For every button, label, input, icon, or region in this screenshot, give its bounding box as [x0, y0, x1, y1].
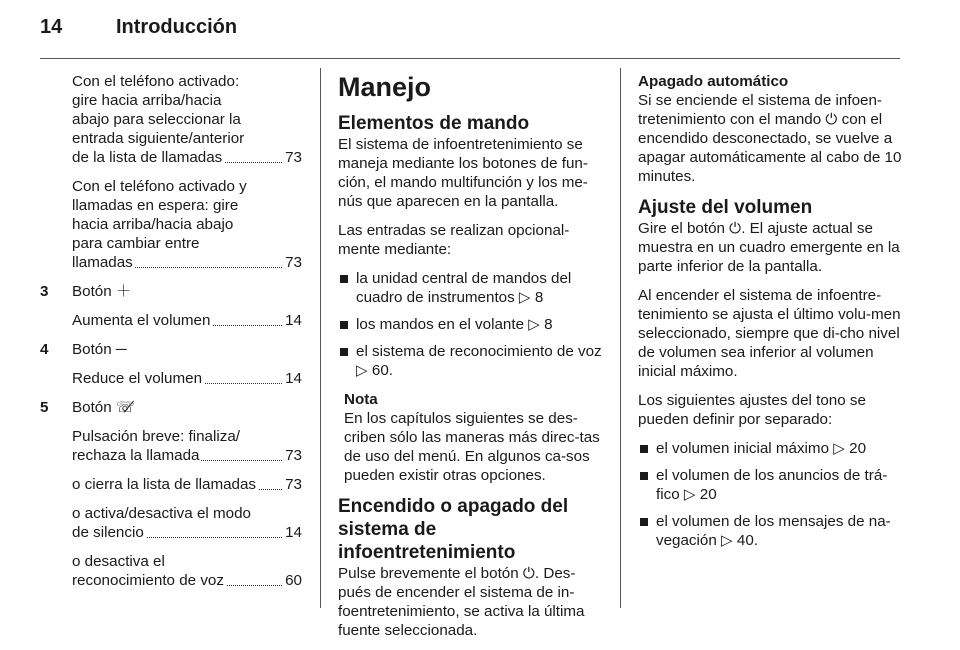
paragraph: Gire el botón ⏻. El ajuste actual se muestra en un cuadro emergente en la parte inferior de la pantalla. [638, 220, 900, 275]
line: Con el teléfono activado y [72, 178, 247, 195]
list-item: el volumen de los mensajes de na-vegación ▷ 40. [638, 512, 904, 550]
line: Pulsación breve: finaliza/ [72, 428, 240, 445]
entry-text: Reduce el volumen [72, 370, 203, 387]
subsection-heading: Ajuste del volumen [638, 197, 813, 218]
note-heading: Nota [344, 391, 378, 408]
text-block [40, 177, 302, 272]
line: hacia arriba/hacia abajo [72, 216, 234, 233]
column-3 [638, 72, 904, 560]
list-item: el sistema de reconocimiento de voz ▷ 60. [338, 342, 604, 380]
entry-text: de la lista de llamadas [72, 149, 223, 166]
column-1 [40, 72, 302, 600]
list-item: el volumen de los anuncios de trá-fico ▷ 20 [638, 466, 904, 504]
column-divider [320, 68, 321, 608]
subsection-heading: Elementos de mando [338, 113, 530, 134]
list-item: los mandos en el volante ▷ 8 [338, 315, 604, 334]
note [338, 390, 604, 485]
entry-text: rechaza la llamada [72, 447, 200, 464]
line: llamadas en espera: gire [72, 197, 239, 214]
list-item: la unidad central de mandos del cuadro de instrumentos ▷ 8 [338, 269, 604, 307]
item-3-desc [40, 311, 302, 330]
page-ref: 14 [285, 312, 302, 329]
item-5-desc-3 [40, 504, 302, 542]
paragraph: Si se enciende el sistema de infoen-tretenimiento con el mando ⏻ con el encendido desconectado, se vuelve a apagar automáticamente al cabo de 10 minutes. [638, 92, 902, 185]
leader-line [72, 253, 302, 272]
item-label: Botón ─ [72, 341, 127, 358]
page-ref: 73 [285, 447, 302, 464]
item-4 [40, 340, 302, 359]
entry-text: Aumenta el volumen [72, 312, 211, 329]
line: Con el teléfono activado: [72, 73, 240, 90]
item-number: 5 [40, 399, 49, 416]
line: para cambiar entre [72, 235, 200, 252]
item-4-desc [40, 369, 302, 388]
section-heading: Manejo [338, 72, 432, 102]
page-ref: 73 [285, 149, 302, 166]
entry-text: llamadas [72, 254, 133, 271]
entry-text: reconocimiento de voz [72, 572, 224, 589]
header-rule [40, 58, 900, 59]
paragraph: Pulse brevemente el botón ⏻. Des-pués de encender el sistema de in-foentretenimiento, se activa la última fuente seleccionada. [338, 565, 585, 639]
item-number: 4 [40, 341, 49, 358]
text-block [40, 72, 302, 167]
column-divider [620, 68, 621, 608]
entry-text: o cierra la lista de llamadas [72, 476, 257, 493]
item-5-desc-4 [40, 552, 302, 590]
page-ref: 73 [285, 476, 302, 493]
line: abajo para seleccionar la [72, 111, 241, 128]
page-title: Introducción [116, 16, 238, 38]
item-5-desc-2 [40, 475, 302, 494]
item-label: Botón ☏̸ [72, 399, 135, 416]
column-2 [338, 72, 604, 650]
paragraph: Al encender el sistema de infoentre-tenimiento se ajusta el último volu-men seleccionado, siempre que di-cho nivel de volumen sea inferior al volumen inicial máximo. [638, 287, 901, 380]
note-text: En los capítulos siguientes se des-criben sólo las maneras más direc-tas de uso del menú. En algunos ca-sos pueden existir otras opciones. [344, 410, 600, 484]
item-5-desc-1 [40, 427, 302, 465]
item-number: 3 [40, 283, 49, 300]
line: o activa/desactiva el modo [72, 505, 251, 522]
paragraph: Las entradas se realizan opcional-mente mediante: [338, 222, 570, 258]
bullet-list [638, 439, 904, 550]
item-3 [40, 282, 302, 301]
paragraph: Los siguientes ajustes del tono se pueden definir por separado: [638, 392, 866, 428]
subsection-heading: Encendido o apagado del sistema de infoentretenimiento [338, 496, 569, 563]
line: gire hacia arriba/hacia [72, 92, 222, 109]
page-ref: 14 [285, 370, 302, 387]
page-ref: 14 [285, 524, 302, 541]
page-ref: 73 [285, 254, 302, 271]
line: entrada siguiente/anterior [72, 130, 245, 147]
leader-line [72, 148, 302, 167]
page-header [40, 16, 237, 39]
minor-heading: Apagado automático [638, 73, 789, 90]
paragraph: El sistema de infoentretenimiento se maneja mediante los botones de fun-ción, el mando multifunción y los me-nús que aparecen en la pantalla. [338, 136, 588, 210]
entry-text: de silencio [72, 524, 144, 541]
line: o desactiva el [72, 553, 165, 570]
list-item: el volumen inicial máximo ▷ 20 [638, 439, 904, 458]
page-ref: 60 [285, 572, 302, 589]
item-label: Botón ＋ [72, 283, 132, 300]
bullet-list [338, 269, 604, 380]
page-number: 14 [40, 16, 63, 38]
item-5 [40, 398, 302, 417]
